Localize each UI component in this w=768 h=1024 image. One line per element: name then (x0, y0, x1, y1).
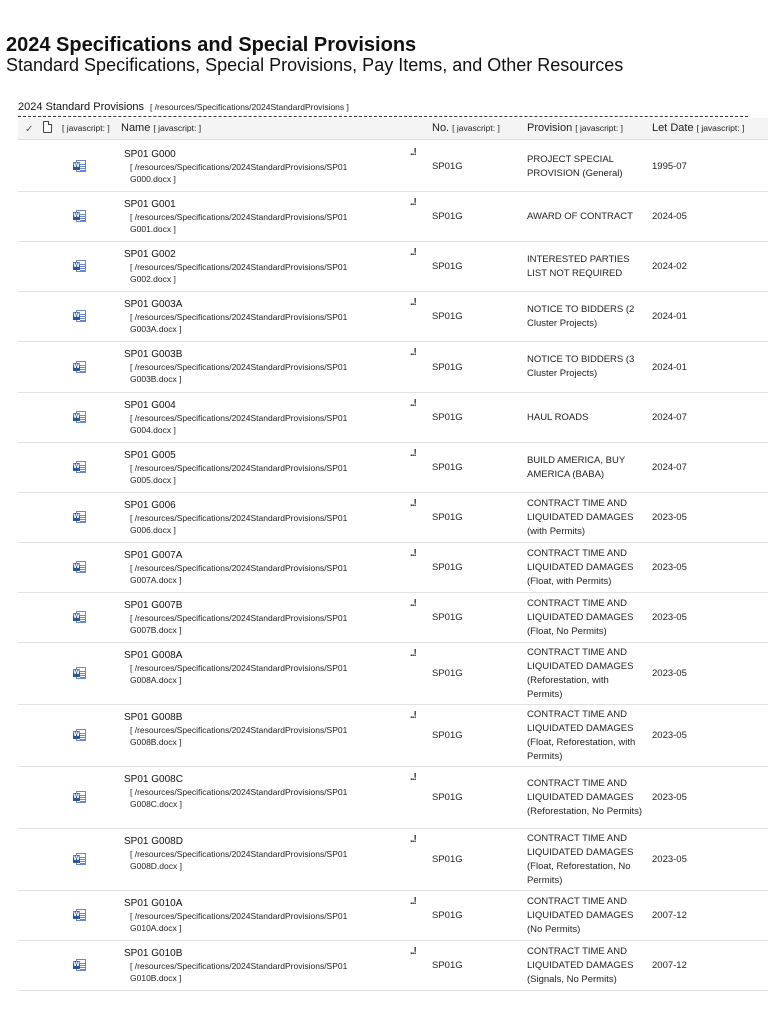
no-cell: SP01G (432, 211, 463, 222)
item-menu-button[interactable]: ..! (410, 896, 416, 907)
word-document-icon[interactable]: W (73, 310, 86, 322)
let-date-cell: 2024-02 (652, 261, 687, 272)
file-url[interactable]: [ /resources/Specifications/2024StandardProvisions/SP01 G008A.docx ] (130, 663, 348, 685)
item-menu-button[interactable]: ..! (410, 834, 416, 845)
file-url[interactable]: [ /resources/Specifications/2024StandardProvisions/SP01 G007B.docx ] (130, 613, 348, 635)
no-cell: SP01G (432, 412, 463, 423)
no-cell: SP01G (432, 612, 463, 623)
provision-cell: CONTRACT TIME AND LIQUIDATED DAMAGES (Reforestation, No Permits) (527, 778, 643, 817)
table-row[interactable] (18, 767, 768, 829)
item-menu-button[interactable]: ..! (410, 710, 416, 721)
table-row[interactable] (18, 543, 768, 593)
let-date-cell: 2023-05 (652, 562, 687, 573)
let-date-cell: 2024-05 (652, 211, 687, 222)
word-document-icon[interactable]: W (73, 729, 86, 741)
item-menu-button[interactable]: ..! (410, 772, 416, 783)
table-row[interactable] (18, 593, 768, 643)
name-cell (124, 549, 374, 586)
word-document-icon[interactable]: W (73, 361, 86, 373)
file-name-link[interactable]: SP01 G003B (124, 349, 183, 360)
let-date-cell: 2024-01 (652, 362, 687, 373)
let-date-cell: 2024-07 (652, 462, 687, 473)
no-column-header[interactable]: No. [ javascript: ] (432, 122, 500, 134)
file-name-link[interactable]: SP01 G008B (124, 712, 183, 723)
file-url[interactable]: [ /resources/Specifications/2024StandardProvisions/SP01 G008D.docx ] (130, 849, 348, 871)
library-name[interactable]: 2024 Standard Provisions (18, 101, 144, 113)
let-date-cell: 2024-07 (652, 412, 687, 423)
table-row[interactable] (18, 493, 768, 543)
let-date-cell: 2023-05 (652, 730, 687, 741)
provision-cell: AWARD OF CONTRACT (527, 211, 633, 222)
table-row[interactable] (18, 142, 768, 192)
item-menu-button[interactable]: ..! (410, 297, 416, 308)
name-cell (124, 348, 374, 385)
let-date-cell: 2024-01 (652, 311, 687, 322)
file-url[interactable]: [ /resources/Specifications/2024StandardProvisions/SP01 G005.docx ] (130, 463, 348, 485)
no-cell: SP01G (432, 792, 463, 803)
name-column-header[interactable]: Name [ javascript: ] (121, 122, 202, 134)
no-cell: SP01G (432, 462, 463, 473)
document-type-icon (43, 121, 52, 133)
provision-column-header[interactable]: Provision [ javascript: ] (527, 122, 623, 134)
word-document-icon[interactable]: W (73, 667, 86, 679)
provision-cell: HAUL ROADS (527, 412, 589, 423)
provision-cell: CONTRACT TIME AND LIQUIDATED DAMAGES (with Permits) (527, 498, 634, 537)
word-document-icon[interactable]: W (73, 461, 86, 473)
name-cell (124, 148, 374, 185)
table-row[interactable] (18, 292, 768, 342)
provision-cell: INTERESTED PARTIES LIST NOT REQUIRED (527, 254, 630, 279)
table-row[interactable] (18, 643, 768, 705)
item-menu-button[interactable]: ..! (410, 598, 416, 609)
name-cell (124, 449, 374, 486)
file-name-link[interactable]: SP01 G002 (124, 249, 176, 260)
item-menu-button[interactable]: ..! (410, 347, 416, 358)
let-date-cell: 2007-12 (652, 960, 687, 971)
word-document-icon[interactable]: W (73, 959, 86, 971)
file-name-link[interactable]: SP01 G008C (124, 774, 183, 785)
let-date-cell: 2023-05 (652, 854, 687, 865)
name-cell (124, 198, 374, 235)
name-cell (124, 835, 374, 872)
no-cell: SP01G (432, 512, 463, 523)
name-cell (124, 649, 374, 686)
table-header (18, 118, 768, 140)
file-name-link[interactable]: SP01 G005 (124, 450, 176, 461)
item-menu-button[interactable]: ..! (410, 147, 416, 158)
no-cell: SP01G (432, 910, 463, 921)
item-menu-button[interactable]: ..! (410, 448, 416, 459)
file-url[interactable]: [ /resources/Specifications/2024StandardProvisions/SP01 G003B.docx ] (130, 362, 348, 384)
item-menu-button[interactable]: ..! (410, 548, 416, 559)
file-url[interactable]: [ /resources/Specifications/2024StandardProvisions/SP01 G008C.docx ] (130, 787, 348, 809)
item-menu-button[interactable]: ..! (410, 398, 416, 409)
let-date-cell: 2023-05 (652, 668, 687, 679)
word-document-icon[interactable]: W (73, 160, 86, 172)
no-cell: SP01G (432, 562, 463, 573)
table-row[interactable] (18, 242, 768, 292)
type-column-header[interactable]: [ javascript: ] (62, 123, 110, 133)
file-name-link[interactable]: SP01 G008D (124, 836, 183, 847)
file-name-link[interactable]: SP01 G001 (124, 199, 176, 210)
file-name-link[interactable]: SP01 G010A (124, 898, 183, 909)
file-url[interactable]: [ /resources/Specifications/2024StandardProvisions/SP01 G000.docx ] (130, 162, 348, 184)
table-row[interactable] (18, 941, 768, 991)
provision-cell: PROJECT SPECIAL PROVISION (General) (527, 154, 623, 179)
file-url[interactable]: [ /resources/Specifications/2024StandardProvisions/SP01 G003A.docx ] (130, 312, 348, 334)
item-menu-button[interactable]: ..! (410, 946, 416, 957)
name-cell (124, 499, 374, 536)
file-url[interactable]: [ /resources/Specifications/2024StandardProvisions/SP01 G007A.docx ] (130, 563, 348, 585)
table-row[interactable] (18, 393, 768, 443)
item-menu-button[interactable]: ..! (410, 247, 416, 258)
library-url[interactable]: [ /resources/Specifications/2024StandardProvisions ] (149, 102, 349, 112)
file-name-link[interactable]: SP01 G006 (124, 500, 176, 511)
file-url[interactable]: [ /resources/Specifications/2024StandardProvisions/SP01 G001.docx ] (130, 212, 348, 234)
let-date-cell: 2023-05 (652, 612, 687, 623)
word-document-icon[interactable]: W (73, 791, 86, 803)
name-cell (124, 399, 374, 436)
no-cell: SP01G (432, 362, 463, 373)
word-document-icon[interactable]: W (73, 411, 86, 423)
provision-cell: NOTICE TO BIDDERS (2 Cluster Projects) (527, 304, 635, 329)
name-cell (124, 711, 374, 748)
word-document-icon[interactable]: W (73, 260, 86, 272)
file-name-link[interactable]: SP01 G007B (124, 600, 183, 611)
provision-cell: CONTRACT TIME AND LIQUIDATED DAMAGES (No Permits) (527, 896, 634, 935)
file-url[interactable]: [ /resources/Specifications/2024StandardProvisions/SP01 G002.docx ] (130, 262, 348, 284)
file-name-link[interactable]: SP01 G003A (124, 299, 183, 310)
name-cell (124, 599, 374, 636)
table-row[interactable] (18, 192, 768, 242)
no-cell: SP01G (432, 311, 463, 322)
file-name-link[interactable]: SP01 G007A (124, 550, 183, 561)
word-document-icon[interactable]: W (73, 909, 86, 921)
let-date-cell: 2007-12 (652, 910, 687, 921)
name-cell (124, 947, 374, 984)
let-date-cell: 1995-07 (652, 161, 687, 172)
name-cell (124, 298, 374, 335)
table-row[interactable] (18, 443, 768, 493)
table-row[interactable] (18, 829, 768, 891)
provision-cell: CONTRACT TIME AND LIQUIDATED DAMAGES (Reforestation, with Permits) (527, 647, 634, 700)
word-document-icon[interactable]: W (73, 511, 86, 523)
word-document-icon[interactable]: W (73, 853, 86, 865)
let-date-cell: 2023-05 (652, 792, 687, 803)
file-url[interactable]: [ /resources/Specifications/2024StandardProvisions/SP01 G008B.docx ] (130, 725, 348, 747)
word-document-icon[interactable]: W (73, 561, 86, 573)
file-name-link[interactable]: SP01 G004 (124, 400, 176, 411)
no-cell: SP01G (432, 960, 463, 971)
file-name-link[interactable]: SP01 G000 (124, 149, 176, 160)
provision-cell: NOTICE TO BIDDERS (3 Cluster Projects) (527, 354, 635, 379)
file-url[interactable]: [ /resources/Specifications/2024StandardProvisions/SP01 G010B.docx ] (130, 961, 348, 983)
library-bar (18, 101, 748, 117)
item-menu-button[interactable]: ..! (410, 498, 416, 509)
table-row[interactable] (18, 342, 768, 393)
name-cell (124, 773, 374, 810)
no-cell: SP01G (432, 261, 463, 272)
file-name-link[interactable]: SP01 G008A (124, 650, 183, 661)
no-cell: SP01G (432, 668, 463, 679)
name-cell (124, 248, 374, 285)
word-document-icon[interactable]: W (73, 210, 86, 222)
let-date-cell: 2023-05 (652, 512, 687, 523)
no-cell: SP01G (432, 854, 463, 865)
select-all-checkbox[interactable]: ✓ (25, 124, 34, 135)
file-url[interactable]: [ /resources/Specifications/2024StandardProvisions/SP01 G010A.docx ] (130, 911, 348, 933)
file-url[interactable]: [ /resources/Specifications/2024StandardProvisions/SP01 G006.docx ] (130, 513, 348, 535)
page-subtitle: Standard Specifications, Special Provisions, Pay Items, and Other Resources (6, 55, 624, 75)
provision-cell: CONTRACT TIME AND LIQUIDATED DAMAGES (Float, with Permits) (527, 548, 634, 587)
table-row[interactable] (18, 705, 768, 767)
table-row[interactable] (18, 891, 768, 941)
file-name-link[interactable]: SP01 G010B (124, 948, 183, 959)
provision-cell: CONTRACT TIME AND LIQUIDATED DAMAGES (Float, Reforestation, with Permits) (527, 709, 636, 762)
provision-cell: CONTRACT TIME AND LIQUIDATED DAMAGES (Float, No Permits) (527, 598, 634, 637)
item-menu-button[interactable]: ..! (410, 197, 416, 208)
file-url[interactable]: [ /resources/Specifications/2024StandardProvisions/SP01 G004.docx ] (130, 413, 348, 435)
name-cell (124, 897, 374, 934)
provision-cell: BUILD AMERICA, BUY AMERICA (BABA) (527, 455, 626, 480)
item-menu-button[interactable]: ..! (410, 648, 416, 659)
word-document-icon[interactable]: W (73, 611, 86, 623)
page-title: 2024 Specifications and Special Provisions (6, 34, 417, 56)
provision-cell: CONTRACT TIME AND LIQUIDATED DAMAGES (Signals, No Permits) (527, 946, 634, 985)
provision-cell: CONTRACT TIME AND LIQUIDATED DAMAGES (Float, Reforestation, No Permits) (527, 833, 634, 886)
let-date-column-header[interactable]: Let Date [ javascript: ] (652, 122, 745, 134)
no-cell: SP01G (432, 730, 463, 741)
no-cell: SP01G (432, 161, 463, 172)
